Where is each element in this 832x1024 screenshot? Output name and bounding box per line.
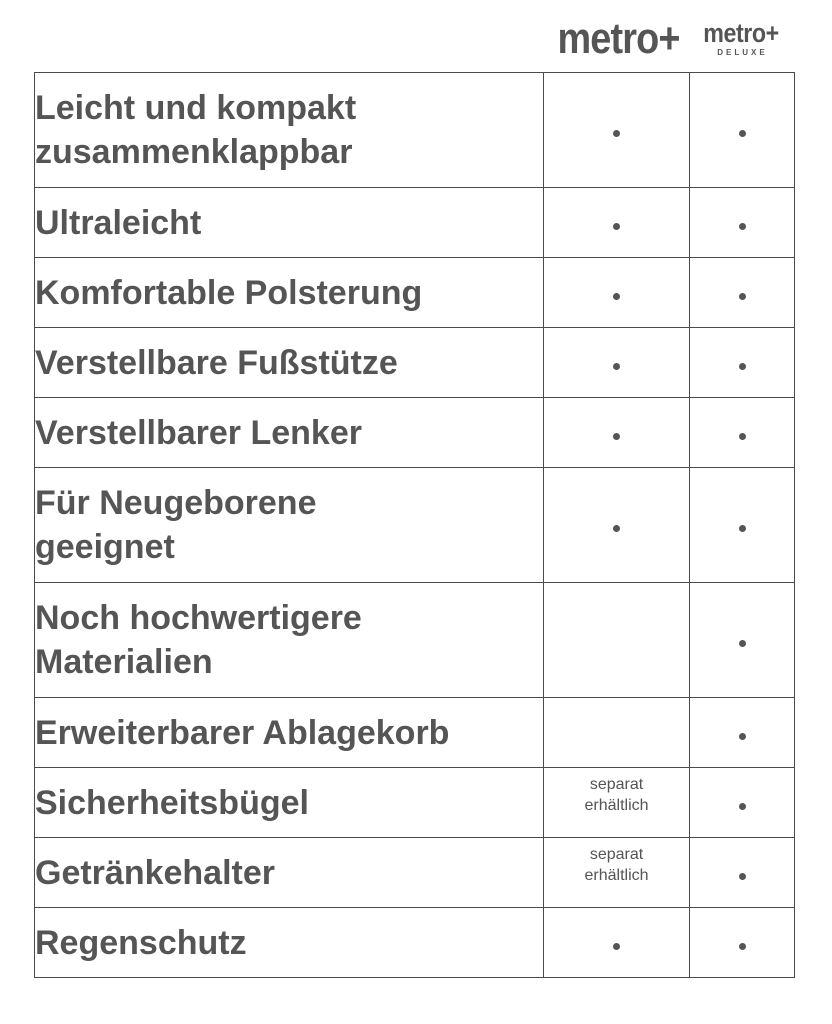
feature-label: Getränkehalter xyxy=(35,838,544,908)
deluxe-cell xyxy=(690,328,795,398)
deluxe-cell xyxy=(690,468,795,583)
table-row xyxy=(35,838,795,908)
feature-label: Leicht und kompakt zusammenklappbar xyxy=(35,73,544,188)
feature-label: Verstellbarer Lenker xyxy=(35,398,544,468)
included-dot-icon xyxy=(613,223,620,230)
metro-cell xyxy=(544,583,690,698)
deluxe-cell xyxy=(690,838,795,908)
included-dot-icon xyxy=(739,943,746,950)
metro-cell xyxy=(544,188,690,258)
included-dot-icon xyxy=(739,525,746,532)
table-row xyxy=(35,768,795,838)
metro-cell xyxy=(544,838,690,908)
metro-cell xyxy=(544,698,690,768)
table-row xyxy=(35,698,795,768)
metro-plus-logo-text: metro+ xyxy=(557,14,680,63)
metro-cell xyxy=(544,908,690,978)
availability-note: separat erhältlich xyxy=(584,845,649,884)
table-row xyxy=(35,258,795,328)
included-dot-icon xyxy=(739,433,746,440)
deluxe-cell xyxy=(690,188,795,258)
metro-cell xyxy=(544,398,690,468)
table-row xyxy=(35,73,795,188)
table-row xyxy=(35,583,795,698)
included-dot-icon xyxy=(613,433,620,440)
included-dot-icon xyxy=(613,525,620,532)
table-row xyxy=(35,188,795,258)
included-dot-icon xyxy=(613,363,620,370)
feature-label: Noch hochwertigere Materialien xyxy=(35,583,544,698)
feature-label: Für Neugeborene geeignet xyxy=(35,468,544,583)
included-dot-icon xyxy=(739,223,746,230)
feature-label: Verstellbare Fußstütze xyxy=(35,328,544,398)
availability-note: separat erhältlich xyxy=(584,775,649,814)
deluxe-cell xyxy=(690,258,795,328)
deluxe-cell xyxy=(690,398,795,468)
metro-cell xyxy=(544,73,690,188)
deluxe-cell xyxy=(690,768,795,838)
included-dot-icon xyxy=(739,130,746,137)
table-row xyxy=(35,468,795,583)
included-dot-icon xyxy=(739,803,746,810)
metro-plus-deluxe-logo xyxy=(692,18,790,62)
metro-plus-logo xyxy=(557,14,680,64)
feature-label: Ultraleicht xyxy=(35,188,544,258)
included-dot-icon xyxy=(613,943,620,950)
table-row xyxy=(35,908,795,978)
feature-label: Komfortable Polsterung xyxy=(35,258,544,328)
included-dot-icon xyxy=(739,733,746,740)
metro-plus-deluxe-logo-text: metro+ xyxy=(703,18,779,48)
deluxe-cell xyxy=(690,583,795,698)
metro-cell xyxy=(544,768,690,838)
deluxe-cell xyxy=(690,73,795,188)
deluxe-cell xyxy=(690,698,795,768)
table-row xyxy=(35,328,795,398)
table-row xyxy=(35,398,795,468)
comparison-table xyxy=(34,72,795,978)
feature-label: Regenschutz xyxy=(35,908,544,978)
included-dot-icon xyxy=(739,293,746,300)
included-dot-icon xyxy=(739,640,746,647)
included-dot-icon xyxy=(739,363,746,370)
comparison-table-body xyxy=(35,73,795,978)
feature-label: Sicherheitsbügel xyxy=(35,768,544,838)
metro-cell xyxy=(544,258,690,328)
deluxe-cell xyxy=(690,908,795,978)
included-dot-icon xyxy=(739,873,746,880)
deluxe-logo-subtitle: DELUXE xyxy=(717,48,768,57)
feature-label: Erweiterbarer Ablagekorb xyxy=(35,698,544,768)
included-dot-icon xyxy=(613,293,620,300)
metro-cell xyxy=(544,468,690,583)
metro-cell xyxy=(544,328,690,398)
included-dot-icon xyxy=(613,130,620,137)
